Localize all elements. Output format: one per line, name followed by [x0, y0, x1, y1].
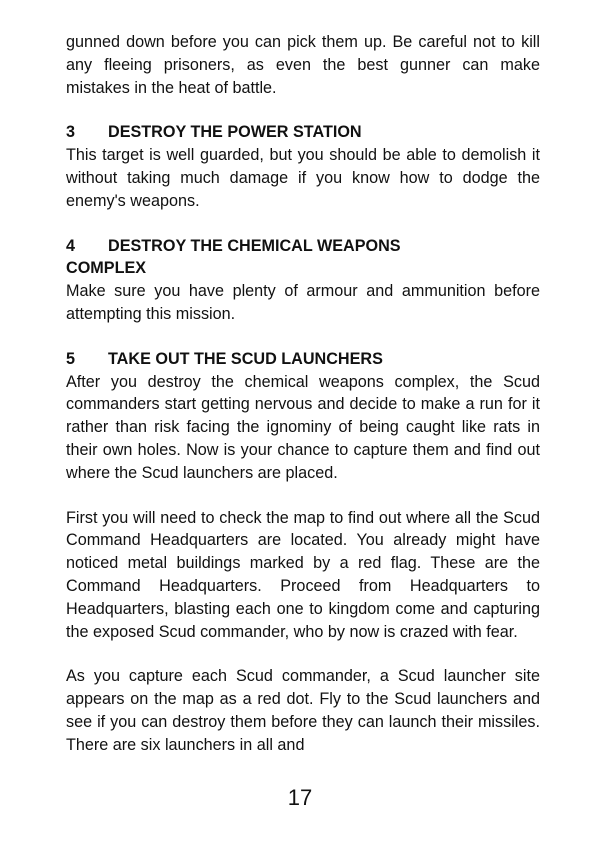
spacer: [66, 485, 540, 507]
section-heading-5: [66, 348, 540, 371]
section-5-paragraph-3: As you capture each Scud commander, a Scud launcher site appears on the map as a red dot. Fly to the Scud launchers and see if you can destroy them before they can launch their missiles. There are six launchers in all and: [66, 667, 540, 754]
section-5-paragraph-2: First you will need to check the map to find out where all the Scud Command Headquarters are located. You already might have noticed metal buildings marked by a red flag. These are the Command Headquarters. Proceed from Headquarters to Headquarters, blasting each one to kingdom come and capturing the exposed Scud commander, who by now is crazed with fear.: [66, 508, 540, 641]
section-number: 3: [66, 123, 76, 142]
page-body: [66, 31, 540, 757]
page-number: 17: [287, 785, 313, 810]
section-title-continued: COMPLEX: [66, 259, 147, 278]
section-number: 5: [66, 349, 76, 368]
section-title: DESTROY THE POWER STATION: [108, 123, 362, 142]
spacer: [66, 326, 540, 348]
section-number: 4: [66, 236, 76, 255]
section-title: DESTROY THE CHEMICAL WEAPONS: [108, 236, 401, 255]
section-3-paragraph-1: This target is well guarded, but you should be able to demolish it without taking much damage if you know how to dodge the enemy's weapons.: [66, 146, 540, 210]
intro-paragraph: gunned down before you can pick them up. Be careful not to kill any fleeing prisoners, as even the best gunner can make mistakes in the heat of battle.: [66, 33, 540, 97]
spacer: [66, 213, 540, 235]
section-heading-3: [66, 121, 540, 144]
section-title: TAKE OUT THE SCUD LAUNCHERS: [108, 349, 383, 368]
section-5-paragraph-1: After you destroy the chemical weapons complex, the Scud commanders start getting nervous and decide to make a run for it rather than risk facing the ignominy of being caught like rats in their own holes. Now is your chance to capture them and find out where the Scud launchers are placed.: [66, 372, 540, 482]
section-heading-4: [66, 235, 540, 281]
section-4-paragraph-1: Make sure you have plenty of armour and ammunition before attempting this mission.: [66, 282, 540, 323]
spacer: [66, 643, 540, 665]
spacer: [66, 99, 540, 121]
